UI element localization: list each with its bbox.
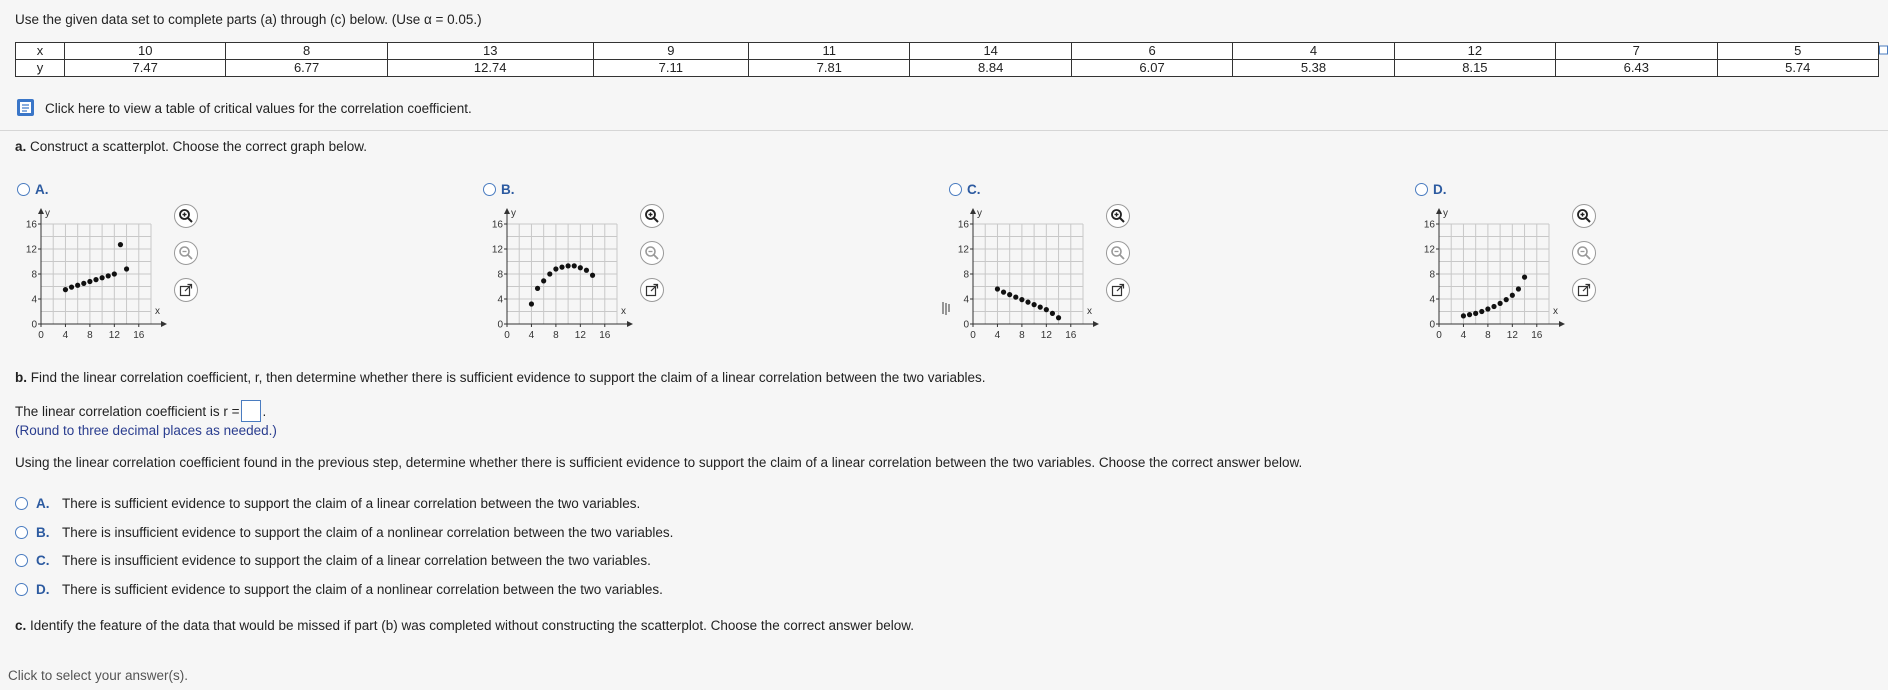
x-tick-label: 8	[87, 330, 93, 341]
table-cell: 13	[387, 43, 593, 60]
cursor-icon	[940, 300, 954, 316]
part-c-question	[15, 618, 914, 633]
option-b-radio-group[interactable]	[483, 182, 515, 197]
data-point	[69, 285, 74, 290]
y-tick-label: 12	[1423, 244, 1435, 256]
scatterplot-a	[16, 202, 176, 344]
zoom-out-icon	[644, 245, 660, 261]
table-cell: 11	[749, 43, 910, 60]
option-a-letter: A.	[35, 182, 49, 197]
row-header-y: y	[16, 60, 65, 77]
table-cell: 5.74	[1717, 60, 1879, 77]
y-tick-label: 8	[497, 269, 503, 281]
y-axis-label: y	[1443, 208, 1448, 219]
part-c-label: c.	[15, 618, 27, 633]
divider	[0, 130, 1888, 131]
data-point	[553, 266, 558, 271]
option-b-letter: B.	[501, 182, 515, 197]
popout-button-b[interactable]	[640, 278, 664, 302]
zoom-in-button-d[interactable]	[1572, 204, 1596, 228]
data-point	[1013, 295, 1018, 300]
data-point	[584, 268, 589, 273]
zoom-out-button-a[interactable]	[174, 241, 198, 265]
table-cell: 5.38	[1233, 60, 1394, 77]
data-point	[541, 278, 546, 283]
data-point	[529, 301, 534, 306]
part-b-option-c[interactable]	[15, 553, 651, 568]
y-tick-label: 12	[25, 244, 37, 256]
x-axis-label: x	[1553, 306, 1558, 317]
y-axis-arrow	[970, 208, 976, 214]
y-tick-label: 4	[497, 294, 503, 306]
data-point	[1504, 297, 1509, 302]
x-axis-label: x	[621, 306, 626, 317]
part-b-option-d[interactable]	[15, 582, 663, 597]
data-point	[75, 283, 80, 288]
zoom-in-icon	[178, 208, 194, 224]
part-b-option-d-radio[interactable]	[15, 583, 28, 596]
table-cell: 6	[1071, 43, 1232, 60]
external-link-icon	[1577, 283, 1591, 297]
x-axis-arrow	[161, 321, 167, 327]
y-axis-label: y	[977, 208, 982, 219]
data-point	[1044, 307, 1049, 312]
data-point	[63, 287, 68, 292]
popout-button-c[interactable]	[1106, 278, 1130, 302]
table-cell: 7	[1556, 43, 1717, 60]
data-point	[1522, 275, 1527, 280]
y-tick-label: 16	[491, 219, 503, 231]
table-cell: 5	[1717, 43, 1879, 60]
data-point	[1498, 301, 1503, 306]
y-tick-label: 16	[25, 219, 37, 231]
popout-button-d[interactable]	[1572, 278, 1596, 302]
data-point	[118, 242, 123, 247]
external-link-icon	[179, 283, 193, 297]
table-cell: 12	[1394, 43, 1555, 60]
data-point	[547, 271, 552, 276]
table-cell: 6.77	[226, 60, 387, 77]
x-tick-label: 8	[1019, 330, 1025, 341]
data-point	[1479, 309, 1484, 314]
zoom-out-button-d[interactable]	[1572, 241, 1596, 265]
r-answer-input[interactable]	[241, 400, 261, 422]
r-answer-row	[15, 400, 266, 422]
y-tick-label: 16	[1423, 219, 1435, 231]
option-d-letter: D.	[1433, 182, 1447, 197]
x-tick-label: 0	[504, 330, 510, 341]
data-point	[1056, 315, 1061, 320]
part-b-option-a[interactable]	[15, 496, 640, 511]
data-point	[1473, 311, 1478, 316]
part-b-option-d-letter: D.	[36, 582, 50, 597]
data-point	[106, 273, 111, 278]
x-tick-label: 12	[108, 330, 120, 341]
y-tick-label: 8	[1429, 269, 1435, 281]
option-c-radio[interactable]	[949, 183, 962, 196]
zoom-out-icon	[1576, 245, 1592, 261]
data-point	[1516, 286, 1521, 291]
part-b-option-a-letter: A.	[36, 496, 50, 511]
x-tick-label: 4	[528, 330, 535, 341]
part-a-label: a.	[15, 139, 27, 154]
y-tick-label: 12	[957, 244, 969, 256]
data-point	[1001, 290, 1006, 295]
grid	[41, 224, 151, 324]
x-tick-label: 16	[1531, 330, 1543, 341]
option-a-radio[interactable]	[17, 183, 30, 196]
table-cell: 14	[910, 43, 1071, 60]
data-point	[112, 271, 117, 276]
x-tick-label: 16	[599, 330, 611, 341]
y-axis-label: y	[45, 208, 50, 219]
critical-values-link[interactable]	[15, 98, 472, 118]
external-link-icon	[645, 283, 659, 297]
part-b-text: Find the linear correlation coefficient, r, then determine whether there is sufficient evidence to support the claim of a linear correlation between the two variables.	[30, 370, 986, 385]
x-tick-label: 12	[1040, 330, 1052, 341]
x-tick-label: 8	[1485, 330, 1491, 341]
table-row-x	[16, 43, 1879, 60]
data-table	[15, 42, 1879, 77]
part-b-option-b-text: There is insufficient evidence to support the claim of a nonlinear correlation between the two variables.	[62, 525, 674, 540]
part-a-text: Construct a scatterplot. Choose the correct graph below.	[30, 139, 367, 154]
option-c-radio-group[interactable]	[949, 182, 981, 197]
data-point	[1025, 300, 1030, 305]
zoom-out-icon	[1110, 245, 1126, 261]
scatterplot-b	[482, 202, 642, 344]
table-cell: 9	[593, 43, 748, 60]
y-tick-label: 4	[963, 294, 969, 306]
table-cell: 7.47	[65, 60, 226, 77]
x-axis-label: x	[1087, 306, 1092, 317]
data-point	[100, 275, 105, 280]
x-tick-label: 16	[1065, 330, 1077, 341]
y-tick-label: 8	[963, 269, 969, 281]
option-d-radio-group[interactable]	[1415, 182, 1447, 197]
r-period: .	[262, 403, 267, 419]
y-axis-arrow	[38, 208, 44, 214]
part-b-question	[15, 370, 986, 385]
data-point	[1467, 312, 1472, 317]
table-cell: 6.07	[1071, 60, 1232, 77]
zoom-in-icon	[1576, 208, 1592, 224]
data-point	[1461, 313, 1466, 318]
y-tick-label: 4	[31, 294, 37, 306]
data-point	[535, 286, 540, 291]
footer-status: Click to select your answer(s).	[8, 668, 189, 683]
table-cell: 6.43	[1556, 60, 1717, 77]
x-tick-label: 4	[994, 330, 1001, 341]
data-point	[1032, 302, 1037, 307]
data-point	[93, 277, 98, 282]
scatterplot-c	[948, 202, 1108, 344]
popout-button-a[interactable]	[174, 278, 198, 302]
data-point	[1491, 304, 1496, 309]
part-b-option-b[interactable]	[15, 525, 673, 540]
x-tick-label: 0	[970, 330, 976, 341]
grid	[973, 224, 1083, 324]
zoom-out-button-b[interactable]	[640, 241, 664, 265]
data-point	[559, 265, 564, 270]
zoom-in-button-b[interactable]	[640, 204, 664, 228]
data-point	[1007, 292, 1012, 297]
y-tick-label: 8	[31, 269, 37, 281]
scroll-handle-icon[interactable]	[1879, 44, 1888, 56]
table-cell: 4	[1233, 43, 1394, 60]
grid	[507, 224, 617, 324]
r-prompt: The linear correlation coefficient is r =	[15, 403, 240, 419]
zoom-in-icon	[644, 208, 660, 224]
x-tick-label: 12	[574, 330, 586, 341]
y-tick-label: 12	[491, 244, 503, 256]
part-b-option-a-radio[interactable]	[15, 497, 28, 510]
option-b-radio[interactable]	[483, 183, 496, 196]
round-note: (Round to three decimal places as needed.)	[15, 423, 277, 438]
x-axis-label: x	[155, 306, 160, 317]
data-point	[1050, 311, 1055, 316]
y-axis-arrow	[1436, 208, 1442, 214]
part-b-option-b-radio[interactable]	[15, 526, 28, 539]
table-cell: 8	[226, 43, 387, 60]
zoom-in-icon	[1110, 208, 1126, 224]
data-point	[1038, 305, 1043, 310]
option-a-radio-group[interactable]	[17, 182, 49, 197]
critical-values-link-text[interactable]: Click here to view a table of critical values for the correlation coefficient.	[45, 100, 472, 116]
data-point	[1485, 306, 1490, 311]
zoom-in-button-c[interactable]	[1106, 204, 1130, 228]
part-c-text: Identify the feature of the data that would be missed if part (b) was completed without constructing the scatterplot. Choose the correct answer below.	[30, 618, 915, 633]
x-axis-arrow	[627, 321, 633, 327]
zoom-out-button-c[interactable]	[1106, 241, 1130, 265]
book-icon	[15, 98, 37, 118]
data-point	[566, 263, 571, 268]
table-cell: 10	[65, 43, 226, 60]
y-tick-label: 0	[497, 319, 503, 331]
data-point	[124, 266, 129, 271]
part-b-mc-question: Using the linear correlation coefficient found in the previous step, determine whether there is sufficient evidence to support the claim of a linear correlation between the two variables. Choose the correct answer below.	[15, 455, 1303, 470]
part-b-option-d-text: There is sufficient evidence to support the claim of a nonlinear correlation between the two variables.	[62, 582, 663, 597]
part-b-option-c-letter: C.	[36, 553, 50, 568]
data-point	[87, 279, 92, 284]
x-axis-arrow	[1559, 321, 1565, 327]
zoom-in-button-a[interactable]	[174, 204, 198, 228]
table-cell: 7.81	[749, 60, 910, 77]
y-tick-label: 0	[963, 319, 969, 331]
part-b-option-b-letter: B.	[36, 525, 50, 540]
x-tick-label: 0	[38, 330, 44, 341]
x-axis-arrow	[1093, 321, 1099, 327]
x-tick-label: 16	[133, 330, 145, 341]
row-header-x: x	[16, 43, 65, 60]
data-point	[590, 273, 595, 278]
y-tick-label: 0	[31, 319, 37, 331]
table-cell: 12.74	[387, 60, 593, 77]
intro-text: Use the given data set to complete parts (a) through (c) below. (Use α = 0.05.)	[15, 12, 482, 27]
part-a-question	[15, 139, 367, 154]
part-b-option-c-radio[interactable]	[15, 554, 28, 567]
y-tick-label: 4	[1429, 294, 1435, 306]
data-point	[578, 265, 583, 270]
y-axis-label: y	[511, 208, 516, 219]
table-cell: 7.11	[593, 60, 748, 77]
external-link-icon	[1111, 283, 1125, 297]
x-tick-label: 4	[1460, 330, 1467, 341]
x-tick-label: 8	[553, 330, 559, 341]
x-tick-label: 4	[62, 330, 69, 341]
y-tick-label: 16	[957, 219, 969, 231]
y-tick-label: 0	[1429, 319, 1435, 331]
data-point	[1019, 297, 1024, 302]
data-point	[572, 263, 577, 268]
x-tick-label: 12	[1506, 330, 1518, 341]
option-c-letter: C.	[967, 182, 981, 197]
data-point	[1510, 293, 1515, 298]
scatterplot-d	[1414, 202, 1574, 344]
option-d-radio[interactable]	[1415, 183, 1428, 196]
table-cell: 8.15	[1394, 60, 1555, 77]
part-b-label: b.	[15, 370, 27, 385]
part-b-option-c-text: There is insufficient evidence to support the claim of a linear correlation between the two variables.	[62, 553, 651, 568]
table-cell: 8.84	[910, 60, 1071, 77]
zoom-out-icon	[178, 245, 194, 261]
data-point	[995, 286, 1000, 291]
y-axis-arrow	[504, 208, 510, 214]
table-row-y	[16, 60, 1879, 77]
part-b-option-a-text: There is sufficient evidence to support the claim of a linear correlation between the two variables.	[62, 496, 641, 511]
data-point	[81, 281, 86, 286]
x-tick-label: 0	[1436, 330, 1442, 341]
